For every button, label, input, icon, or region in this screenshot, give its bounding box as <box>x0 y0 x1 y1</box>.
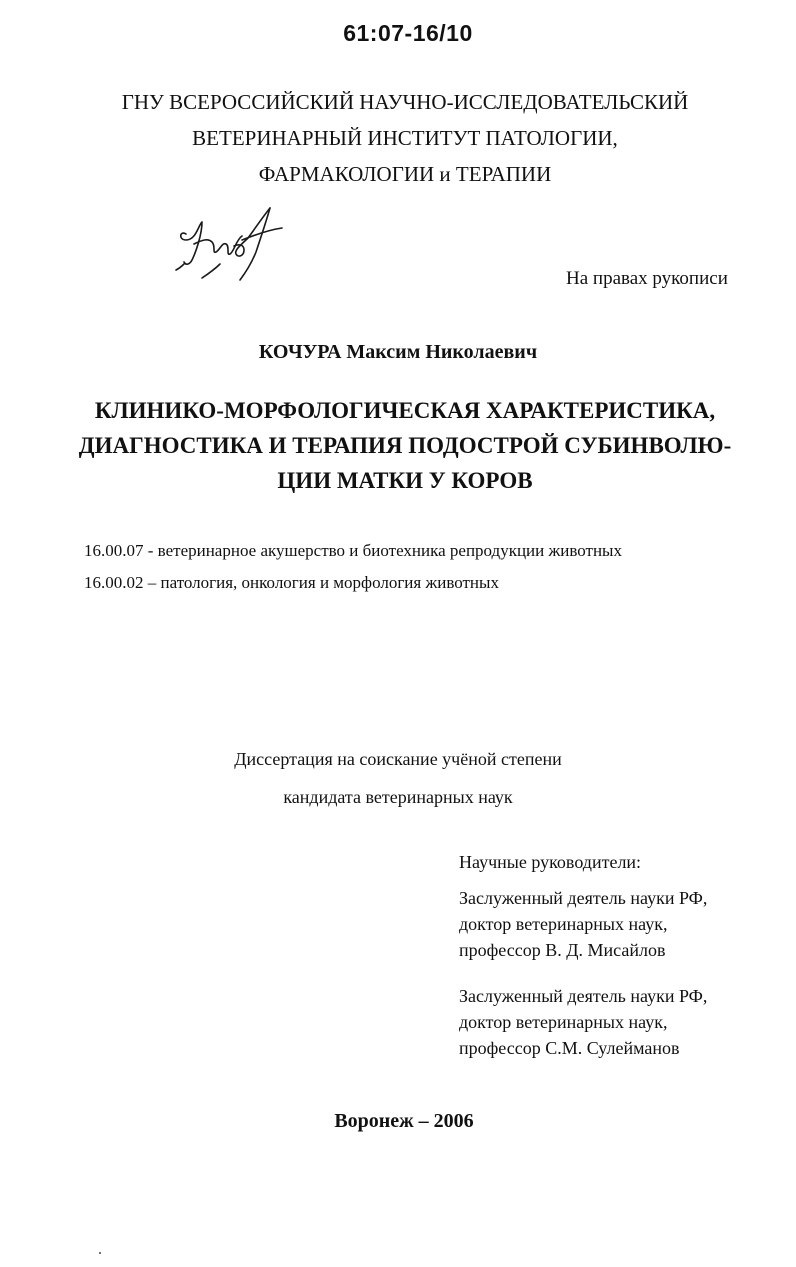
degree-line-1: Диссертация на соискание учёной степени <box>234 749 562 769</box>
supervisor-name: профессор В. Д. Мисайлов <box>459 940 666 960</box>
title-line-2: ДИАГНОСТИКА И ТЕРАПИЯ ПОДОСТРОЙ СУБИНВОЛЮ- <box>78 433 732 458</box>
institution-line-2: ВЕТЕРИНАРНЫЙ ИНСТИТУТ ПАТОЛОГИИ, <box>192 126 618 150</box>
dissertation-title <box>0 393 796 498</box>
specialty-line: 16.00.02 – патология, онкология и морфология животных <box>84 573 499 592</box>
title-line-3: ЦИИ МАТКИ У КОРОВ <box>277 468 533 493</box>
supervisor-entry <box>459 885 707 963</box>
author-name: КОЧУРА Максим Николаевич <box>258 341 538 363</box>
institution-name <box>0 84 796 192</box>
document-code-stamp: 61:07-16/10 <box>343 20 473 46</box>
supervisor-name: профессор С.М. Сулейманов <box>459 1038 680 1058</box>
specialty-line: 16.00.07 - ветеринарное акушерство и биотехника репродукции животных <box>84 541 622 560</box>
degree-statement <box>0 740 796 816</box>
title-line-1: КЛИНИКО-МОРФОЛОГИЧЕСКАЯ ХАРАКТЕРИСТИКА, <box>94 398 716 423</box>
degree-line-2: кандидата ветеринарных наук <box>283 787 513 807</box>
supervisors-section <box>459 849 707 1081</box>
supervisors-heading: Научные руководители: <box>459 852 642 872</box>
manuscript-rights-note: На правах рукописи <box>566 268 728 289</box>
supervisor-degree: доктор ветеринарных наук, <box>459 914 668 934</box>
supervisor-title: Заслуженный деятель науки РФ, <box>459 986 708 1006</box>
scan-speck <box>99 1252 101 1254</box>
institution-line-3: ФАРМАКОЛОГИИ и ТЕРАПИИ <box>258 162 552 186</box>
institution-line-1: ГНУ ВСЕРОССИЙСКИЙ НАУЧНО-ИССЛЕДОВАТЕЛЬСКИЙ <box>121 90 689 114</box>
supervisor-title: Заслуженный деятель науки РФ, <box>459 888 708 908</box>
supervisor-degree: доктор ветеринарных наук, <box>459 1012 668 1032</box>
supervisor-entry <box>459 983 707 1061</box>
specialty-codes <box>84 535 622 599</box>
author-signature <box>172 200 290 292</box>
city-and-year: Воронеж – 2006 <box>334 1110 474 1132</box>
